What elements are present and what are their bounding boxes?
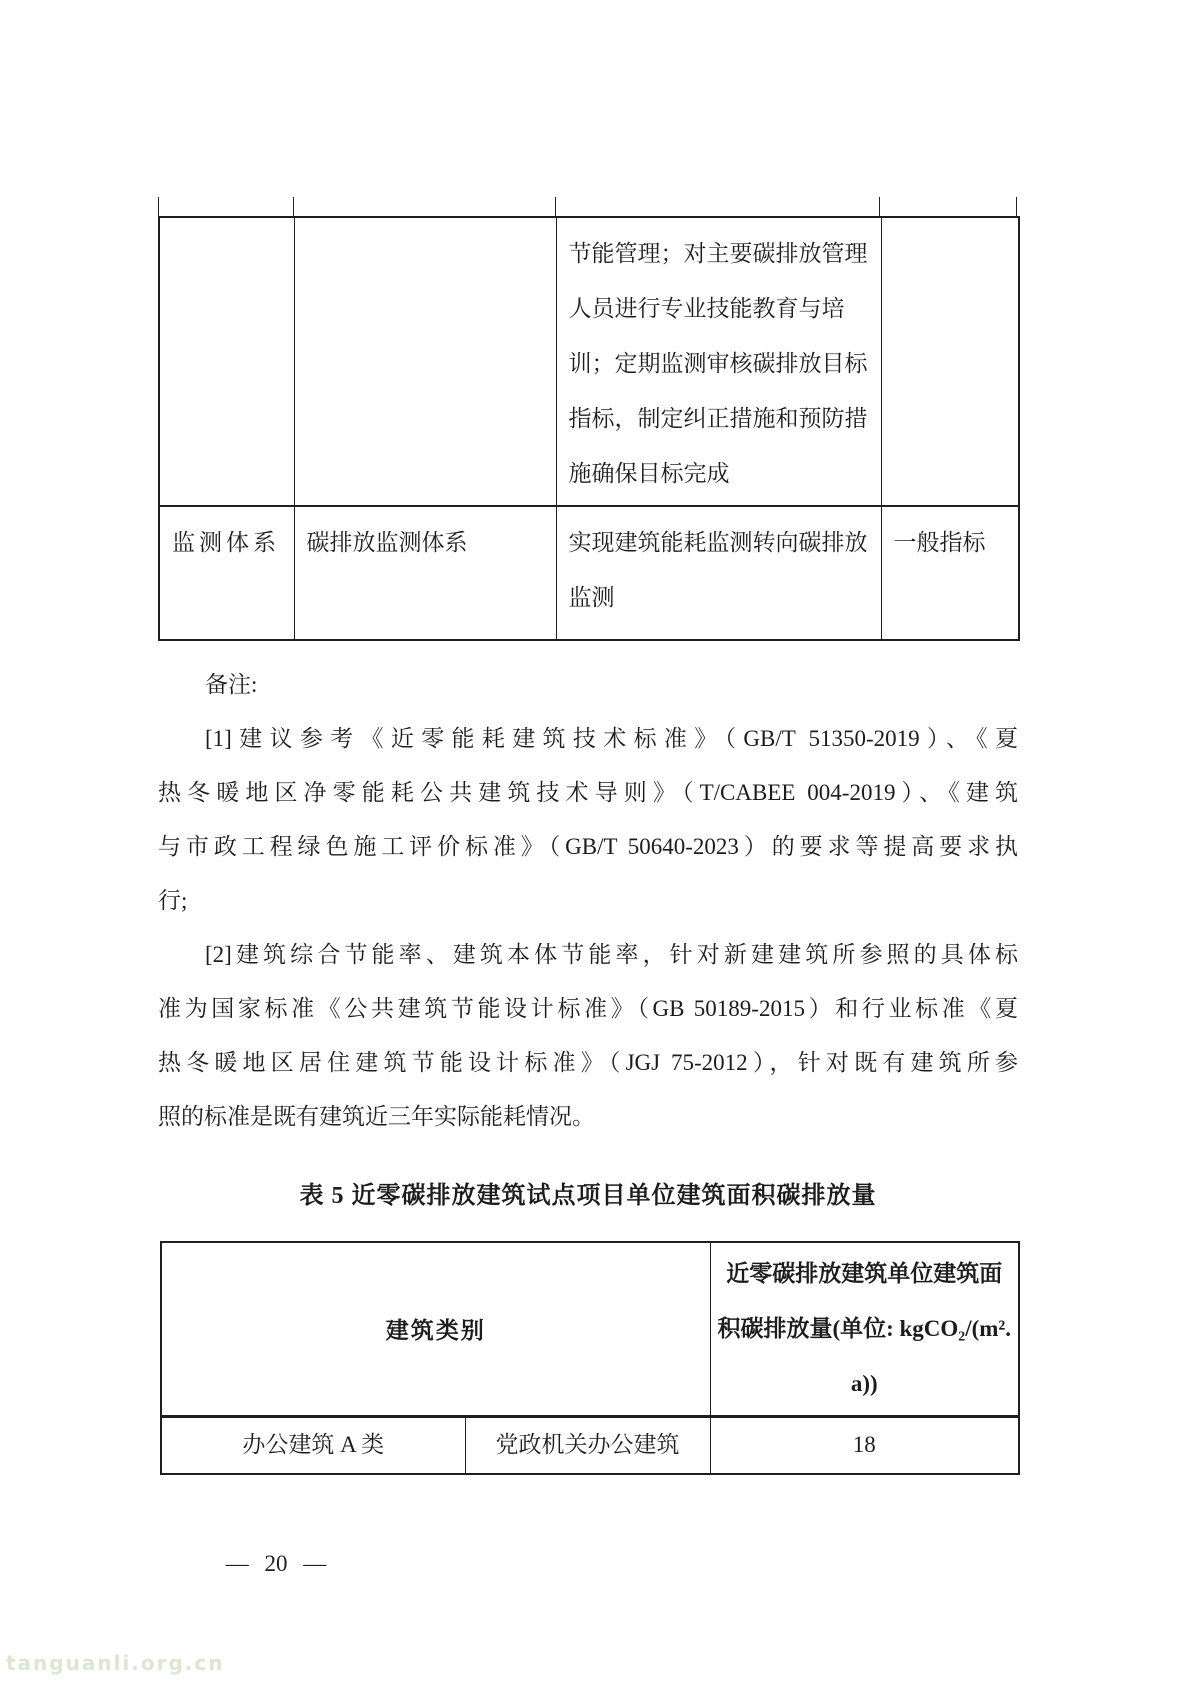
table-continuation-line bbox=[293, 197, 294, 217]
note1-line: 热冬暖地区净零能耗公共建筑技术导则》（T/CABEE 004-2019）、《建筑 bbox=[158, 780, 1018, 805]
carbon-emission-table bbox=[160, 1241, 1020, 1475]
description-line: 施确保目标完成 bbox=[568, 461, 730, 486]
description-line: 监测 bbox=[568, 585, 615, 610]
indicator-description-cell bbox=[556, 217, 881, 506]
building-subcategory-cell: 党政机关办公建筑 bbox=[465, 1416, 710, 1474]
table-row bbox=[159, 217, 1019, 506]
table-row bbox=[161, 1416, 1019, 1474]
header-line: 近零碳排放建筑单位建筑面 bbox=[726, 1261, 1003, 1287]
description-line: 训；定期监测审核碳排放目标 bbox=[568, 351, 868, 376]
table-continuation-line bbox=[879, 197, 880, 217]
header-line: 积碳排放量(单位: kgCO₂/(m². bbox=[717, 1316, 1012, 1342]
table5-title: 表 5 近零碳排放建筑试点项目单位建筑面积碳排放量 bbox=[299, 1183, 877, 1209]
table-header-row bbox=[161, 1242, 1019, 1416]
note2-line: 照的标准是既有建筑近三年实际能耗情况。 bbox=[158, 1104, 595, 1129]
indicator-category-cell bbox=[159, 217, 294, 506]
indicator-item-cell: 碳排放监测体系 bbox=[294, 506, 556, 640]
emission-value-cell: 18 bbox=[710, 1416, 1019, 1474]
page-number: — 20 — bbox=[225, 1551, 327, 1576]
description-line: 指标，制定纠正措施和预防措 bbox=[568, 406, 868, 431]
building-category-cell: 办公建筑 A 类 bbox=[161, 1416, 465, 1474]
note2-line: 准为国家标准《公共建筑节能设计标准》（GB 50189-2015）和行业标准《夏 bbox=[158, 996, 1018, 1021]
notes-section bbox=[158, 658, 1018, 1144]
note2-line: 热冬暖地区居住建筑节能设计标准》（JGJ 75-2012），针对既有建筑所参 bbox=[158, 1050, 1018, 1075]
indicator-description-cell bbox=[556, 506, 881, 640]
indicator-item-cell bbox=[294, 217, 556, 506]
emission-value-header bbox=[710, 1242, 1019, 1416]
table-continuation-line bbox=[158, 197, 159, 217]
table-row bbox=[159, 506, 1019, 640]
note1-line: 与市政工程绿色施工评价标准》（GB/T 50640-2023）的要求等提高要求执 bbox=[158, 834, 1018, 859]
indicator-level-cell: 一般指标 bbox=[881, 506, 1019, 640]
building-category-header: 建筑类别 bbox=[161, 1242, 710, 1416]
note1-line: [1]建议参考《近零能耗建筑技术标准》（GB/T 51350-2019）、《夏 bbox=[205, 726, 1018, 751]
description-line: 节能管理；对主要碳排放管理 bbox=[568, 241, 868, 266]
indicator-table bbox=[158, 216, 1020, 641]
header-line: a)) bbox=[850, 1371, 878, 1397]
description-line: 人员进行专业技能教育与培 bbox=[568, 296, 845, 321]
watermark: tanguanli.org.cn bbox=[6, 1651, 225, 1675]
table-continuation-line bbox=[555, 197, 556, 217]
indicator-level-cell bbox=[881, 217, 1019, 506]
table-continuation-line bbox=[1016, 197, 1017, 217]
description-line: 实现建筑能耗监测转向碳排放 bbox=[568, 530, 868, 555]
indicator-category-cell: 监测体系 bbox=[159, 506, 294, 640]
notes-label: 备注: bbox=[205, 672, 258, 697]
note2-line: [2]建筑综合节能率、建筑本体节能率，针对新建建筑所参照的具体标 bbox=[205, 942, 1018, 967]
note1-line: 行; bbox=[158, 888, 188, 913]
